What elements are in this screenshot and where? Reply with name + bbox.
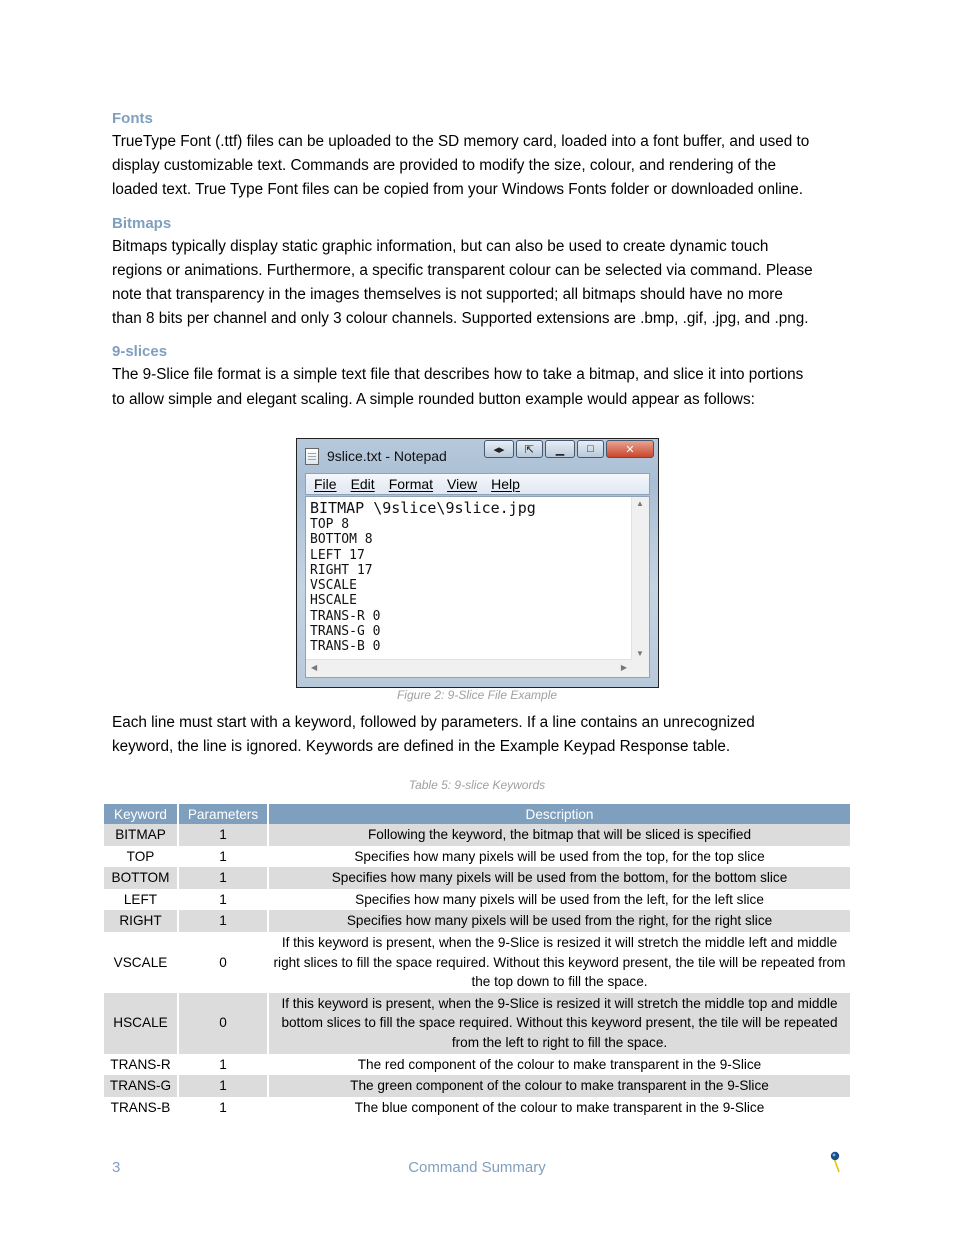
cell-params: 1 bbox=[178, 1097, 268, 1119]
cell-description: Specifies how many pixels will be used from the left, for the left slice bbox=[355, 891, 764, 907]
notepad-line: VSCALE bbox=[310, 578, 357, 594]
paragraph-line: regions or animations. Furthermore, a specific transparent colour can be selected via command. Please bbox=[112, 261, 813, 279]
page-number: 3 bbox=[112, 1159, 121, 1176]
cell-keyword: TRANS-G bbox=[104, 1075, 178, 1097]
menu-edit[interactable]: Edit bbox=[350, 476, 375, 492]
cell-description: Specifies how many pixels will be used from the right, for the right slice bbox=[268, 910, 850, 932]
column-header-keyword: Keyword bbox=[104, 804, 178, 824]
notepad-line: LEFT 17 bbox=[310, 547, 365, 563]
close-icon[interactable]: ✕ bbox=[606, 440, 654, 458]
table-header-row bbox=[104, 804, 850, 824]
menu-format[interactable]: Format bbox=[388, 476, 434, 492]
cell-keyword: RIGHT bbox=[104, 910, 178, 932]
window-switch-icon[interactable]: ⇱ bbox=[516, 440, 543, 458]
paragraph-9-slices bbox=[112, 363, 842, 411]
notepad-text-area[interactable] bbox=[305, 496, 650, 678]
table-row bbox=[104, 910, 850, 932]
heading-bitmaps: Bitmaps bbox=[112, 214, 172, 232]
cell-params: 1 bbox=[178, 889, 268, 911]
table-row bbox=[104, 846, 850, 868]
notepad-line: HSCALE bbox=[310, 593, 357, 609]
paragraph-fonts bbox=[112, 130, 842, 203]
heading-9-slices: 9-slices bbox=[112, 343, 168, 361]
table-row bbox=[104, 867, 850, 889]
notepad-figure bbox=[296, 438, 659, 688]
notepad-window bbox=[296, 438, 659, 688]
notepad-line: TOP 8 bbox=[310, 517, 350, 532]
notepad-line: TRANS-B 0 bbox=[310, 639, 381, 655]
cell-description: The green component of the colour to make transparent in the 9-Slice bbox=[268, 1075, 850, 1097]
cell-description: Specifies how many pixels will be used from the top, for the top slice bbox=[354, 848, 765, 864]
cell-description: The red component of the colour to make transparent in the 9-Slice bbox=[357, 1056, 762, 1072]
cell-keyword: LEFT bbox=[104, 889, 178, 911]
table-caption: Table 5: 9-slice Keywords bbox=[408, 778, 546, 792]
notepad-content bbox=[310, 499, 536, 655]
pin-logo-icon bbox=[828, 1150, 844, 1174]
cell-description: If this keyword is present, when the 9-Slice is resized it will stretch the middle left and middle right slices to fill the space required. Without this keyword present, the tile will be repeated from the top down to fill the space. bbox=[273, 934, 846, 990]
notepad-titlebar bbox=[305, 442, 447, 470]
cell-params: 1 bbox=[178, 867, 268, 889]
table-row bbox=[104, 993, 850, 1054]
cell-keyword: TRANS-R bbox=[104, 1054, 178, 1076]
paragraph-line: TrueType Font (.ttf) files can be uploaded to the SD memory card, loaded into a font buffer, and used to bbox=[112, 133, 810, 150]
menu-file[interactable]: File bbox=[314, 476, 337, 492]
scroll-up-icon[interactable]: ▲ bbox=[636, 499, 644, 508]
paragraph-text bbox=[112, 711, 842, 759]
paragraph-line: than 8 bits per channel and only 3 colour channels. Supported extensions are .bmp, .gif, .jpg, and .png. bbox=[112, 310, 809, 328]
paragraph-line: display customizable text. Commands are provided to modify the size, colour, and rendering of the bbox=[112, 157, 777, 175]
resize-grip-icon[interactable] bbox=[632, 660, 649, 677]
window-controls bbox=[484, 440, 654, 458]
notepad-menubar bbox=[305, 473, 650, 495]
table-row bbox=[104, 932, 850, 993]
notepad-line: BITMAP \9slice\9slice.jpg bbox=[310, 499, 536, 517]
paragraph-bitmaps bbox=[112, 235, 842, 332]
column-header-parameters: Parameters bbox=[178, 804, 268, 824]
footer-title: Command Summary bbox=[408, 1159, 546, 1176]
cell-description: If this keyword is present, when the 9-Slice is resized it will stretch the middle top and middle bottom slices to fill the space required. Without this keyword present, the tile will be repeated from the left to right to fill the space. bbox=[268, 993, 850, 1054]
paragraph-line: note that transparency in the images themselves is not supported; all bitmaps should have no more bbox=[112, 286, 783, 304]
cell-description: Following the keyword, the bitmap that will be sliced is specified bbox=[268, 824, 850, 846]
notepad-line: TRANS-G 0 bbox=[310, 624, 381, 640]
cell-params: 0 bbox=[178, 993, 268, 1054]
paragraph-keywords bbox=[112, 711, 842, 759]
dual-arrow-icon[interactable]: ◂▸ bbox=[484, 440, 514, 458]
cell-params: 1 bbox=[178, 1054, 268, 1076]
column-header-description: Description bbox=[268, 804, 850, 824]
paragraph-line: Each line must start with a keyword, followed by parameters. If a line contains an unrecognized bbox=[112, 714, 755, 731]
cell-keyword: TRANS-B bbox=[104, 1097, 178, 1119]
table-row bbox=[104, 889, 850, 911]
horizontal-scrollbar[interactable] bbox=[306, 659, 632, 677]
cell-params: 1 bbox=[178, 824, 268, 846]
cell-keyword: BOTTOM bbox=[104, 867, 178, 889]
figure-caption: Figure 2: 9-Slice File Example bbox=[396, 688, 558, 702]
heading-fonts: Fonts bbox=[112, 110, 153, 127]
paragraph-line: to allow simple and elegant scaling. A simple rounded button example would appear as follows: bbox=[112, 390, 755, 408]
paragraph-line: loaded text. True Type Font files can be copied from your Windows Fonts folder or downloaded online. bbox=[112, 181, 804, 199]
vertical-scrollbar[interactable] bbox=[631, 497, 649, 660]
cell-keyword: HSCALE bbox=[104, 993, 178, 1054]
menu-help[interactable]: Help bbox=[491, 476, 520, 492]
table-row bbox=[104, 824, 850, 846]
cell-params: 1 bbox=[178, 1075, 268, 1097]
notepad-document-icon bbox=[305, 448, 319, 465]
notepad-line: RIGHT 17 bbox=[310, 562, 373, 578]
scroll-left-icon[interactable]: ◀ bbox=[311, 663, 318, 672]
table-row bbox=[104, 1054, 850, 1076]
cell-params: 1 bbox=[178, 846, 268, 868]
notepad-line: BOTTOM 8 bbox=[310, 532, 373, 548]
page-body bbox=[112, 108, 842, 422]
table-row bbox=[104, 1075, 850, 1097]
cell-description: Specifies how many pixels will be used from the bottom, for the bottom slice bbox=[268, 867, 850, 889]
cell-params: 0 bbox=[178, 932, 268, 993]
cell-keyword: VSCALE bbox=[104, 932, 178, 993]
scroll-down-icon[interactable]: ▼ bbox=[636, 649, 644, 658]
cell-keyword: BITMAP bbox=[104, 824, 178, 846]
table-row bbox=[104, 1097, 850, 1119]
notepad-line: TRANS-R 0 bbox=[310, 608, 381, 624]
scroll-right-icon[interactable]: ▶ bbox=[620, 663, 627, 672]
cell-keyword: TOP bbox=[104, 846, 178, 868]
maximize-icon[interactable]: □ bbox=[577, 440, 604, 458]
cell-description: The blue component of the colour to make transparent in the 9-Slice bbox=[354, 1099, 765, 1115]
minimize-icon[interactable]: ▁ bbox=[545, 440, 575, 458]
keywords-table bbox=[104, 804, 850, 1118]
paragraph-line: Bitmaps typically display static graphic information, but can also be used to create dynamic touch bbox=[112, 237, 769, 255]
paragraph-line: keyword, the line is ignored. Keywords are defined in the Example Keypad Response table. bbox=[112, 738, 731, 756]
menu-view[interactable]: View bbox=[447, 476, 478, 492]
paragraph-line: The 9-Slice file format is a simple text file that describes how to take a bitmap, and slice it into portions bbox=[112, 366, 804, 384]
notepad-window-title: 9slice.txt - Notepad bbox=[327, 448, 447, 464]
cell-params: 1 bbox=[178, 910, 268, 932]
